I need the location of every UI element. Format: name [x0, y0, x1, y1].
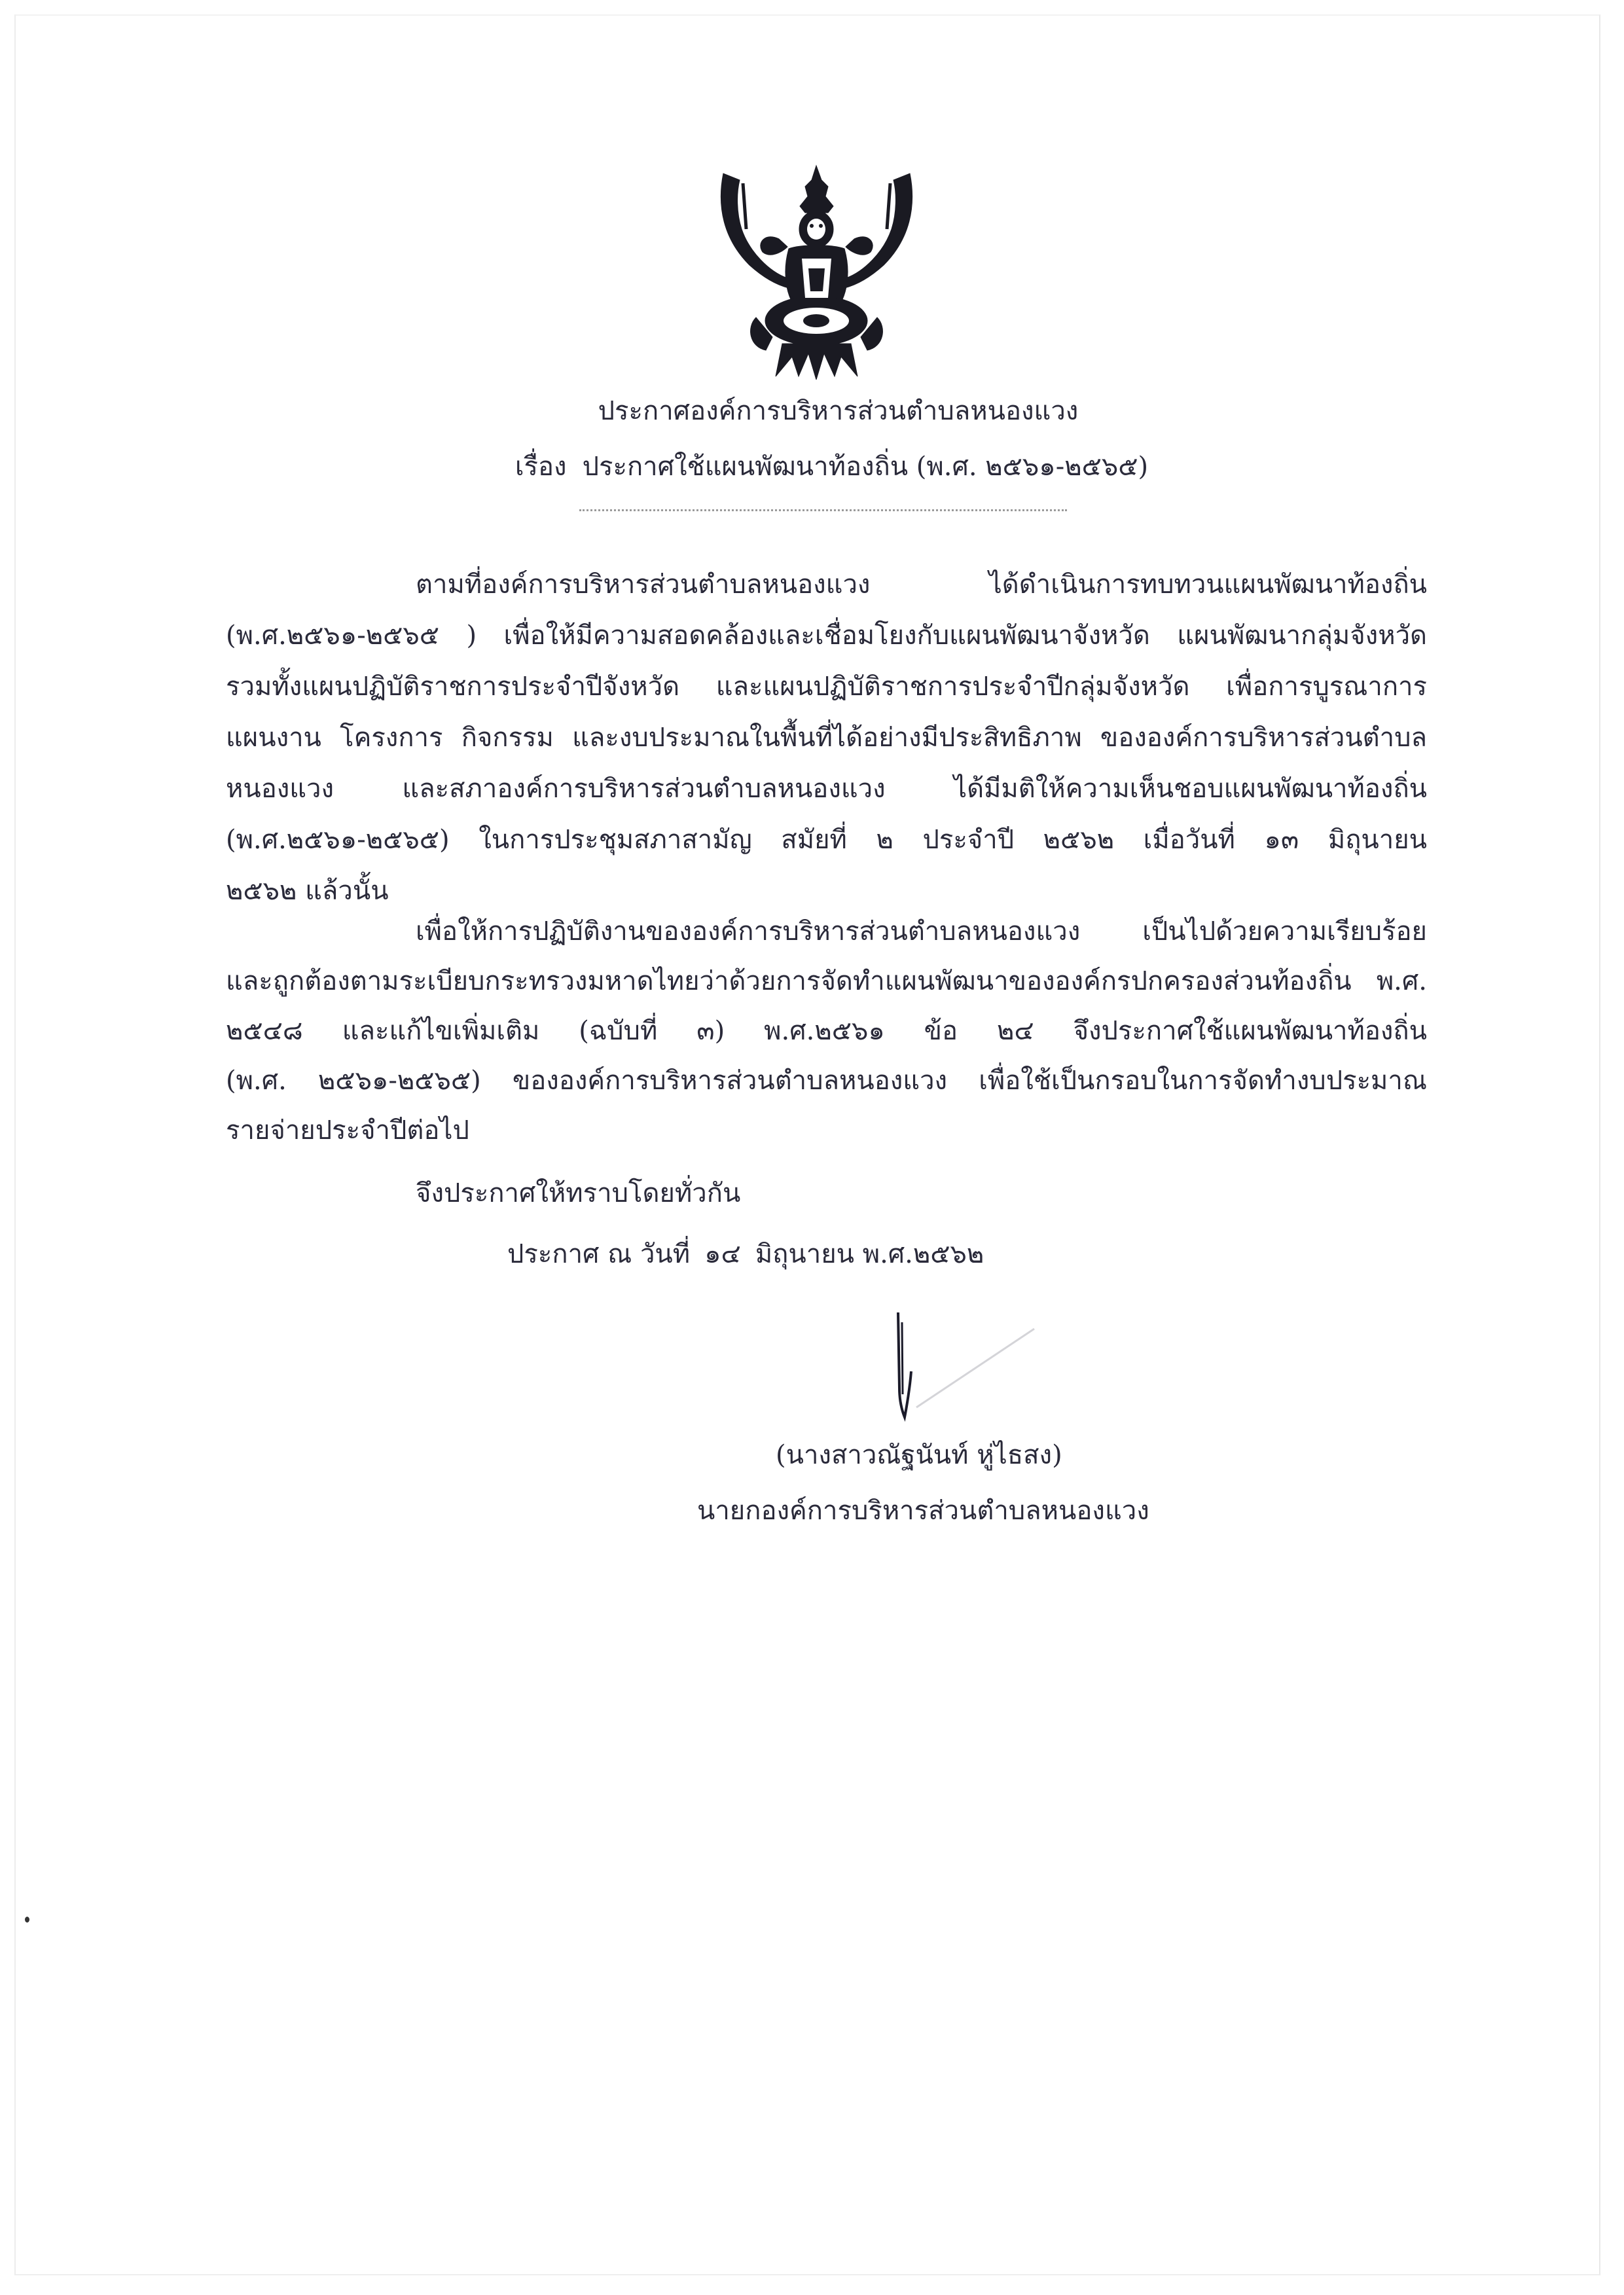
header-divider	[579, 509, 1067, 511]
date-label: ประกาศ ณ วันที่	[507, 1239, 691, 1269]
paragraph-line: หนองแวง และสภาองค์การบริหารส่วนตำบลหนองแวง ได้มีมติให้ความเห็นชอบแผนพัฒนาท้องถิ่น	[226, 774, 1427, 804]
subject-label: เรื่อง	[514, 452, 567, 482]
paragraph-line: รายจ่ายประจำปีต่อไป	[226, 1115, 469, 1146]
paragraph-line: (พ.ศ.๒๕๖๑-๒๕๖๕ ) เพื่อให้มีความสอดคล้องและเชื่อมโยงกับแผนพัฒนาจังหวัด แผนพัฒนากลุ่มจังหวัด	[226, 621, 1427, 651]
paragraph-line: ๒๕๖๒ แล้วนั้น	[226, 876, 389, 906]
paragraph-line: และถูกต้องตามระเบียบกระทรวงมหาดไทยว่าด้วยการจัดทำแผนพัฒนาขององค์กรปกครองส่วนท้องถิ่น พ.ศ.	[226, 966, 1427, 996]
paragraph-line: (พ.ศ.๒๕๖๑-๒๕๖๕) ในการประชุมสภาสามัญ สมัยที่ ๒ ประจำปี ๒๕๖๒ เมื่อวันที่ ๑๓ มิถุนายน	[226, 825, 1427, 855]
date-day: ๑๔	[704, 1239, 741, 1269]
date-month-year: มิถุนายน พ.ศ.๒๕๖๒	[755, 1239, 984, 1269]
announcement-title: ประกาศองค์การบริหารส่วนตำบลหนองแวง	[598, 396, 1079, 426]
body-paragraph-1	[226, 566, 1427, 907]
announcement-subject	[20, 448, 1624, 485]
paragraph-line: แผนงาน โครงการ กิจกรรม และงบประมาณในพื้นที่ได้อย่างมีประสิทธิภาพ ขององค์การบริหารส่วนตำบล	[226, 723, 1427, 753]
paragraph-line: เพื่อให้การปฏิบัติงานขององค์การบริหารส่วนตำบลหนองแวง เป็นไปด้วยความเรียบร้อย	[416, 916, 1427, 947]
paragraph-line: ตามที่องค์การบริหารส่วนตำบลหนองแวง ได้ดำเนินการทบทวนแผนพัฒนาท้องถิ่น	[416, 569, 1427, 600]
paragraph-line: ๒๕๔๘ และแก้ไขเพิ่มเติม (ฉบับที่ ๓) พ.ศ.๒๕๖๑ ข้อ ๒๔ จึงประกาศใช้แผนพัฒนาท้องถิ่น	[226, 1016, 1427, 1046]
announcement-date	[507, 1236, 998, 1273]
subject-text: ประกาศใช้แผนพัฒนาท้องถิ่น (พ.ศ. ๒๕๖๑-๒๕๖๕)	[582, 452, 1149, 482]
closing-statement: จึงประกาศให้ทราบโดยทั่วกัน	[416, 1178, 741, 1208]
garuda-emblem-icon	[710, 160, 923, 380]
paragraph-line: (พ.ศ. ๒๕๖๑-๒๕๖๕) ขององค์การบริหารส่วนตำบลหนองแวง เพื่อใช้เป็นกรอบในการจัดทำงบประมาณ	[226, 1066, 1427, 1096]
signature-mark	[871, 1309, 1067, 1427]
paragraph-line: รวมทั้งแผนปฏิบัติราชการประจำปีจังหวัด และแผนปฏิบัติราชการประจำปีกลุ่มจังหวัด เพื่อการบูรณาการ	[226, 672, 1427, 702]
body-paragraph-2	[226, 913, 1427, 1155]
scan-speck	[25, 1917, 29, 1923]
signer-position: นายกองค์การบริหารส่วนตำบลหนองแวง	[697, 1496, 1149, 1526]
signer-name: (นางสาวณัฐนันท์ หู่ไธสง)	[776, 1440, 1062, 1470]
